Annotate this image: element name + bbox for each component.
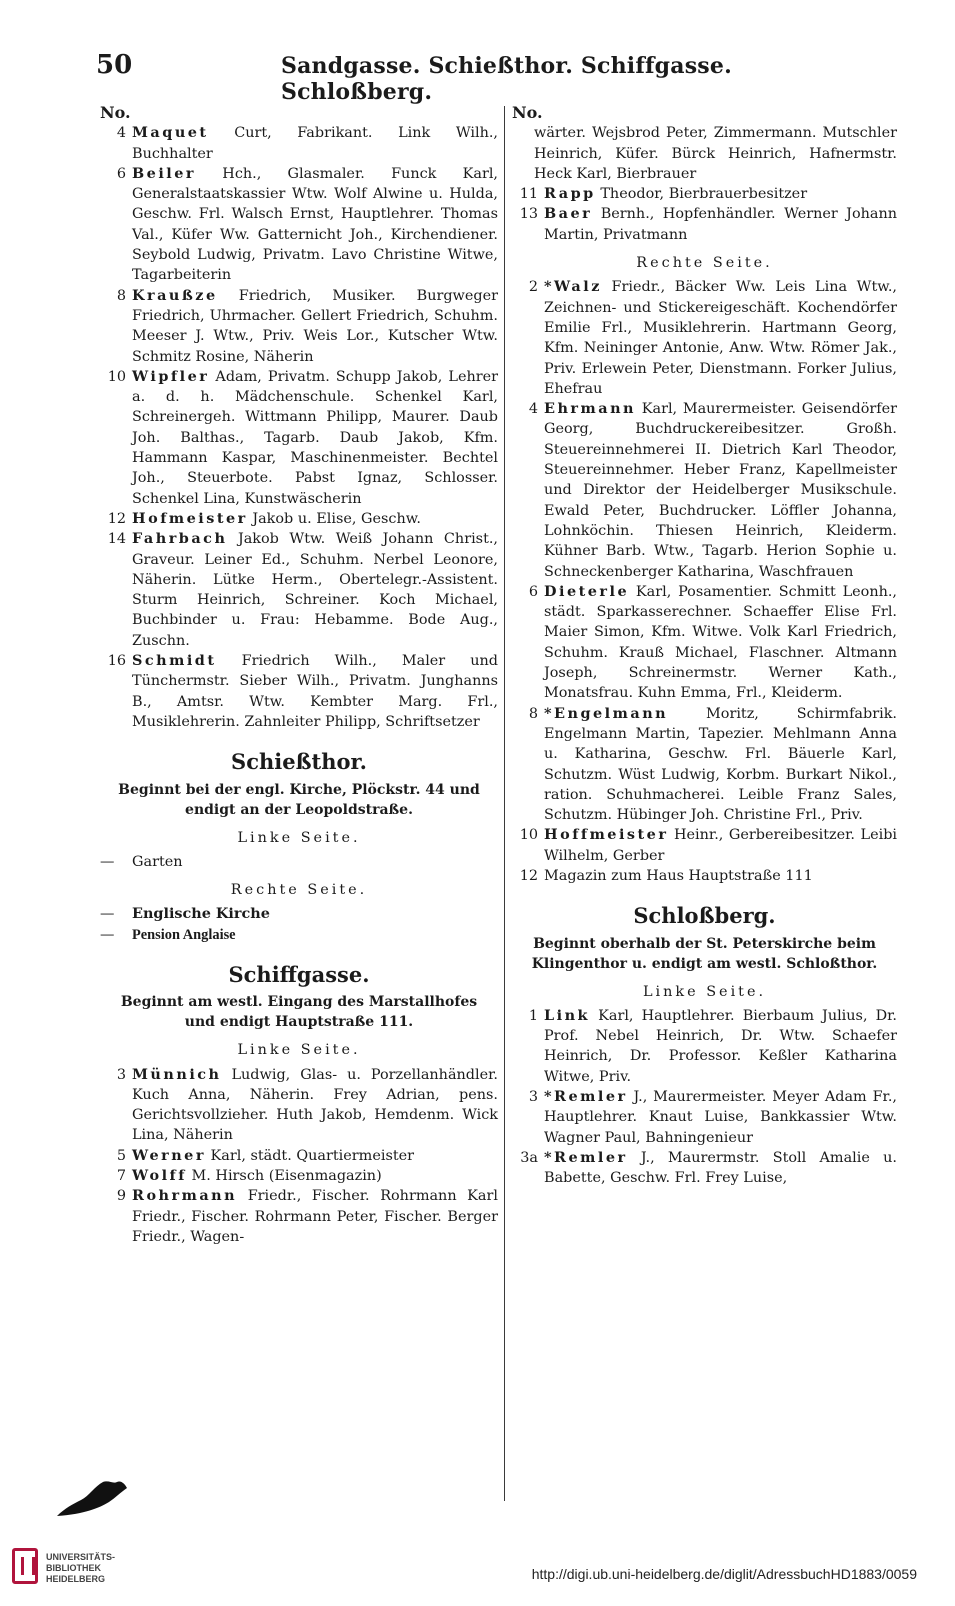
list-item (100, 1146, 498, 1166)
house-number: 11 (519, 186, 538, 203)
entry-details: Karl, Hauptlehrer. Bierbaum Julius, Dr. Prof. Nebel Heinrich, Dr. Wtw. Schaefer Heinrich, Dr. Professor. Keßler Katharina Witwe, Priv. (544, 1007, 897, 1085)
entry-details: Moritz, Schirmfabrik. Engelmann Martin, Tapezier. Mehlmann Anna u. Katharina, Geschw. Frl. Bäuerle Karl, Schutzm. Wüst Ludwig, Korbm. Burkart Nikol., ration. Schuhmacherei. Leible Franz Sales, Schutzm. Hübinger Joh. Christine Frl., Priv. (544, 705, 897, 824)
entry-text (544, 399, 897, 582)
resident-name: Ehrmann (544, 400, 636, 418)
resident-name: Rohrmann (132, 1187, 238, 1205)
no-label: No. (512, 103, 543, 122)
entry-details: M. Hirsch (Eisenmagazin) (191, 1168, 382, 1185)
house-number: 3a (520, 1149, 538, 1166)
house-number: 1 (528, 1007, 538, 1024)
list-item (512, 399, 897, 582)
list-item (100, 1186, 498, 1247)
entry-text (132, 509, 498, 529)
resident-name: Hoffmeister (544, 826, 669, 844)
dash: — (100, 853, 115, 870)
left-column (100, 103, 498, 1247)
house-number: 3 (528, 1089, 538, 1106)
entry-text (132, 367, 498, 509)
list-item (100, 925, 498, 945)
entry-text (544, 825, 897, 866)
house-number: 4 (116, 125, 126, 142)
resident-name: Beiler (132, 164, 196, 182)
entry-details: J., Maurermstr. Stoll Amalie u. Babette, Geschw. Frl. Frey Luise, (544, 1149, 897, 1187)
list-item (512, 184, 897, 204)
resident-name: Dieterle (544, 582, 630, 600)
source-url[interactable]: http://digi.ub.uni-heidelberg.de/diglit/AdressbuchHD1883/0059 (531, 1566, 917, 1582)
list-item (512, 1148, 897, 1189)
list-item (100, 286, 498, 367)
dash: — (100, 926, 115, 943)
entry-details: Karl, Maurermeister. Geisendörfer Georg, Buchdruckereibesitzer. Großh. Steuereinnehmerei II. Dietrich Karl Theodor, Steuereinnehmer. Heber Franz, Kapellmeister und Direktor der Heidelberger Musikschule. Ewald Peter, Buchdrucker. Löffler Johanna, Lohnköchin. Thiesen Heinrich, Kleiderm. Kühner Barb. Wtw., Tagarb. Herion Sophie u. Schneckenberger Katharina, Waschfrauen (544, 401, 897, 580)
resident-name: Baer (544, 205, 593, 223)
page-number: 50 (96, 50, 133, 80)
entry-details: Theodor, Bierbrauerbesitzer (600, 186, 808, 203)
entry-text (132, 286, 498, 367)
list-item (100, 164, 498, 286)
resident-name: Münnich (132, 1065, 222, 1083)
list-item (512, 1006, 897, 1087)
library-emblem-icon (12, 1548, 38, 1584)
entry-text (544, 866, 897, 886)
item-text: Englische Kirche (132, 905, 270, 923)
entry-details: Magazin zum Haus Hauptstraße 111 (544, 867, 813, 884)
resident-name: Werner (132, 1146, 206, 1164)
list-item (512, 277, 897, 399)
house-number: 5 (116, 1147, 126, 1164)
list-item (100, 904, 498, 924)
entry-details: Karl, Posamentier. Schmitt Leonh., städt. Sparkasserechner. Schaeffer Elise Frl. Maier Simon, Kfm. Witwe. Volk Karl Friedrich, Schuhm. Krauß Michael, Flaschner. Altmann Joseph, Schreinermstr. Werner Kath., Monatsfrau. Kuhn Emma, Frl., Kleiderm. (544, 583, 898, 702)
entry-text (544, 1087, 897, 1148)
entry-details: Hch., Glasmaler. Funck Karl, Generalstaatskassier Wtw. Wolf Alwine u. Hulda, Geschw. Frl. Walsch Ernst, Hauptlehrer. Thomas Val., Küfer Ww. Gatternicht Joh., Kirchendiener. Seybold Ludwig, Privatm. Lavo Christine Witwe, Tagarbeiterin (132, 165, 499, 284)
house-number: 9 (116, 1188, 126, 1205)
resident-name: Wipfler (132, 367, 210, 385)
schlossberg-entries (512, 1006, 897, 1189)
resident-name: Fahrbach (132, 530, 228, 548)
running-head: Sandgasse. Schießthor. Schiffgasse. Schloßberg. (281, 53, 732, 105)
house-number: 12 (519, 867, 538, 884)
house-number: 4 (528, 401, 538, 418)
list-item (100, 852, 498, 872)
entries-top (512, 184, 897, 245)
list-item (512, 825, 897, 866)
no-label: No. (100, 103, 131, 122)
entry-text (544, 582, 897, 704)
list-item (100, 1065, 498, 1146)
house-number: 8 (116, 287, 126, 304)
list-item (512, 204, 897, 245)
entry-details: Curt, Fabrikant. Link Wilh., Buchhalter (132, 125, 498, 162)
column-divider (504, 106, 505, 1501)
entry-text (132, 1065, 498, 1146)
side-label: Linke Seite. (237, 829, 361, 846)
dash: — (100, 906, 115, 923)
house-number: 6 (116, 165, 126, 182)
entry-details: Friedrich, Musiker. Burgweger Friedrich, Uhrmacher. Gellert Friedrich, Schuhm. Meeser J. Wtw., Priv. Weis Lor., Kutscher Wtw. Schmitz Rosine, Näherin (132, 287, 499, 365)
entry-text (544, 204, 897, 245)
entry-details: J., Maurermeister. Meyer Adam Fr., Hauptlehrer. Knaut Luise, Bankkassier Wtw. Wagner Paul, Bahningenieur (544, 1089, 898, 1146)
entry-details: Jakob u. Elise, Geschw. (252, 510, 421, 527)
entry-text (132, 651, 498, 732)
entry-text (544, 1148, 897, 1189)
ink-blot (55, 1478, 129, 1518)
side-label: Linke Seite. (237, 1042, 361, 1059)
entry-details: Karl, städt. Quartiermeister (210, 1147, 415, 1164)
entry-text (544, 704, 897, 826)
resident-name: Rapp (544, 185, 596, 203)
entry-text (132, 1146, 498, 1166)
list-item (512, 1087, 897, 1148)
entry-details: Jakob Wtw. Weiß Johann Christ., Graveur. Leiner Ed., Schuhm. Nerbel Leonore, Näherin. Lütke Herm., Obertelegr.-Assistent. Sturm Heinrich, Schreiner. Koch Michael, Buchbinder u. Frau: Hebamme. Bode Aug., Zuschn. (132, 531, 498, 649)
list-item (100, 529, 498, 651)
resident-name: *Remler (544, 1088, 628, 1106)
list-item (512, 582, 897, 704)
item-text: Pension Anglaise (132, 926, 236, 943)
resident-name: *Walz (544, 278, 602, 296)
section-title-schiessthor: Schießthor. (231, 749, 367, 775)
entry-text (132, 1166, 498, 1186)
side-label: Linke Seite. (642, 983, 767, 1000)
list-item (512, 704, 897, 826)
entries-right-side (512, 277, 897, 886)
section-desc-schlossberg: Beginnt oberhalb der St. Peterskirche beim Klingenthor u. endigt am westl. Schloßthor. (531, 935, 878, 972)
list-item (100, 509, 498, 529)
resident-name: Kraußze (132, 286, 218, 304)
schiffgasse-entries (100, 1065, 498, 1248)
list-item (100, 651, 498, 732)
entry-details: Friedr., Fischer. Rohrmann Karl Friedr., Fischer. Rohrmann Peter, Fischer. Berger Friedr., Wagen- (132, 1188, 498, 1245)
side-label: Rechte Seite. (636, 255, 773, 272)
list-item (100, 1166, 498, 1186)
resident-name: *Remler (544, 1148, 628, 1166)
right-column (512, 103, 897, 1189)
house-number: 6 (528, 583, 538, 600)
page-header (96, 50, 886, 105)
library-logo (6, 1540, 146, 1600)
continuation-text: wärter. Wejsbrod Peter, Zimmermann. Mutschler Heinrich, Küfer. Bürck Heinrich, Hafnermstr. Heck Karl, Bierbrauer (534, 125, 897, 182)
entry-details: Heinr., Gerbereibesitzer. Leibi Wilhelm, Gerber (544, 827, 898, 864)
house-number: 10 (107, 368, 126, 385)
house-number: 7 (116, 1168, 126, 1185)
house-number: 16 (107, 653, 126, 670)
resident-name: Schmidt (132, 652, 217, 670)
house-number: 8 (528, 705, 538, 722)
house-number: 12 (107, 510, 126, 527)
entry-text (132, 123, 498, 164)
entry-details: Adam, Privatm. Schupp Jakob, Lehrer a. d. h. Mädchenschule. Schenkel Karl, Schreinergeh. Wittmann Philipp, Maurer. Daub Joh. Balthas., Tagarb. Daub Jakob, Kfm. Hammann Kaspar, Maschinenmeister. Bechtel Joh., Steuerbote. Pabst Ignaz, Schlosser. Schenkel Lina, Kunstwäscherin (132, 368, 499, 507)
library-logo-text: UNIVERSITÄTS- BIBLIOTHEK HEIDELBERG (46, 1552, 116, 1584)
section-title-schiffgasse: Schiffgasse. (228, 961, 370, 987)
section-title-schlossberg: Schloßberg. (633, 903, 776, 929)
resident-name: Hofmeister (132, 509, 248, 527)
section-desc-schiessthor: Beginnt bei der engl. Kirche, Plöckstr. 44 und endigt an der Leopoldstraße. (118, 781, 480, 818)
resident-name: Maquet (132, 124, 209, 142)
section-desc-schiffgasse: Beginnt am westl. Eingang des Marstallhofes und endigt Hauptstraße 111. (120, 994, 478, 1031)
resident-name: Wolff (132, 1167, 187, 1185)
sandgasse-entries (100, 123, 498, 732)
entry-text (544, 184, 897, 204)
house-number: 3 (116, 1066, 126, 1083)
entry-text (544, 277, 897, 399)
resident-name: Link (544, 1006, 591, 1024)
entry-text (132, 164, 498, 286)
list-item (100, 367, 498, 509)
house-number: 14 (107, 531, 126, 548)
house-number: 13 (519, 206, 538, 223)
entry-details: Ludwig, Glas- u. Porzellanhändler. Kuch Anna, Näherin. Frey Adrian, pens. Gerichtsvollzieher. Huth Jakob, Hemdenm. Wick Lina, Näherin (132, 1066, 498, 1144)
entry-text (544, 1006, 897, 1087)
list-item (100, 123, 498, 164)
side-label: Rechte Seite. (230, 882, 368, 899)
entry-details: Friedr., Bäcker Ww. Leis Lina Wtw., Zeichnen- und Stickereigeschäft. Kochendörfer Emilie Frl., Musiklehrerin. Hartmann Georg, Kfm. Neininger Antonie, Anw. Wtw. Römer Jak., Priv. Erlewein Peter, Dienstmann. Forker Julius, Ehefrau (544, 279, 897, 397)
house-number: 2 (528, 279, 538, 296)
item-text: Garten (132, 853, 183, 870)
entry-details: Friedrich Wilh., Maler und Tünchermstr. Sieber Wilh., Privatm. Junghanns B., Amtsr. Wtw. Kembter Marg. Frl., Musiklehrerin. Zahnleiter Philipp, Schriftsetzer (132, 653, 498, 730)
entry-text (132, 1186, 498, 1247)
resident-name: *Engelmann (544, 704, 669, 722)
house-number: 10 (519, 827, 538, 844)
entry-details: Bernh., Hopfenhändler. Werner Johann Martin, Privatmann (544, 206, 898, 243)
list-item (512, 866, 897, 886)
entry-text (132, 529, 498, 651)
